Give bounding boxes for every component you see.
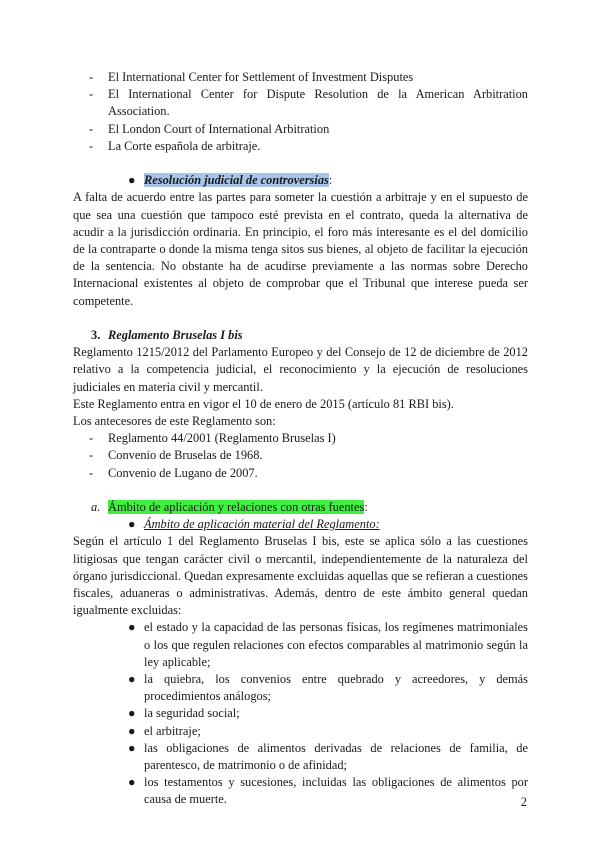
material-scope-heading: ● Ámbito de aplicación material del Reglamento: <box>73 516 528 533</box>
subsection-a-heading: a. Ámbito de aplicación y relaciones con otras fuentes: <box>91 500 368 515</box>
list-item: - El London Court of International Arbitration <box>89 121 330 136</box>
bullet-icon: ● <box>128 740 136 755</box>
list-item: ● el estado y la capacidad de las personas físicas, los regímenes matrimoniales o los que regulen relaciones con efectos comparables al matrimonio según la ley aplicable; <box>128 620 528 669</box>
section-3-paragraph-1: Reglamento 1215/2012 del Parlamento Europeo y del Consejo de 12 de diciembre de 2012 relativo a la competencia judicial, el reconocimiento y la ejecución de resoluciones judiciales en materia civil y mercantil. <box>73 345 528 394</box>
exclusions-list <box>73 619 528 808</box>
arbitration-institutions-list <box>73 69 528 155</box>
list-item: - Convenio de Lugano de 2007. <box>89 465 258 480</box>
subsection-a-paragraph: Según el artículo 1 del Reglamento Bruselas I bis, este se aplica sólo a las cuestiones litigiosas que tengan carácter civil o mercantil, independientemente de la naturaleza del órgano jurisdiccional. Quedan expresamente excluidas aquellas que se refieran a cuestiones fiscales, aduaneras o administrativas. Además, dentro de este ámbito general quedan igualmente excluidas: <box>73 534 528 618</box>
page-content <box>73 69 528 809</box>
list-item: - El International Center for Dispute Resolution de la American Arbitration Association. <box>89 87 528 119</box>
list-item: - La Corte española de arbitraje. <box>89 138 261 153</box>
resolucion-heading: ● Resolución judicial de controversias: <box>73 172 528 189</box>
antecesores-list <box>73 430 528 482</box>
bullet-icon: ● <box>128 706 136 721</box>
list-item: ● la quiebra, los convenios entre quebrado y acreedores, y demás procedimientos análogos; <box>128 672 528 704</box>
bullet-icon: ● <box>128 775 136 790</box>
bullet-icon: ● <box>128 173 136 188</box>
list-item: ● la seguridad social; <box>73 705 528 722</box>
section-3-paragraph-2: Este Reglamento entra en vigor el 10 de enero de 2015 (artículo 81 RBI bis). <box>73 396 454 411</box>
bullet-icon: ● <box>128 672 136 687</box>
resolucion-paragraph: A falta de acuerdo entre las partes para someter la cuestión a arbitraje y en el supuesto de que sea una cuestión que tampoco esté prevista en el contrato, queda la alternativa de acudir a la jurisdicción ordinaria. En principio, el foro más interesante es el del domicilio de la contraparte o donde la misma tenga sitos sus bienes, al objeto de facilitar la ejecución de la sentencia. No obstante ha de acudirse previamente a las normas sobre Derecho Internacional existentes al objeto de comprobar que el Tribunal que interese pueda ser competente. <box>73 190 528 308</box>
bullet-icon: ● <box>128 723 136 738</box>
list-item: - El International Center for Settlement of Investment Disputes <box>89 70 414 84</box>
section-3-paragraph-3: Los antecesores de este Reglamento son: <box>73 414 276 429</box>
list-item: ● los testamentos y sucesiones, incluidas las obligaciones de alimentos por causa de muerte. <box>128 775 528 807</box>
bullet-icon: ● <box>128 517 136 532</box>
list-item: - Convenio de Bruselas de 1968. <box>89 448 263 463</box>
section-3-heading: 3. Reglamento Bruselas I bis <box>91 328 243 343</box>
list-item: ● las obligaciones de alimentos derivadas de relaciones de familia, de parentesco, de matrimonio o de afinidad; <box>128 740 528 773</box>
bullet-icon: ● <box>128 620 136 635</box>
list-item: ● el arbitraje; <box>73 723 528 740</box>
list-item: - Reglamento 44/2001 (Reglamento Bruselas I) <box>89 431 336 446</box>
page-number: 2 <box>520 795 527 809</box>
